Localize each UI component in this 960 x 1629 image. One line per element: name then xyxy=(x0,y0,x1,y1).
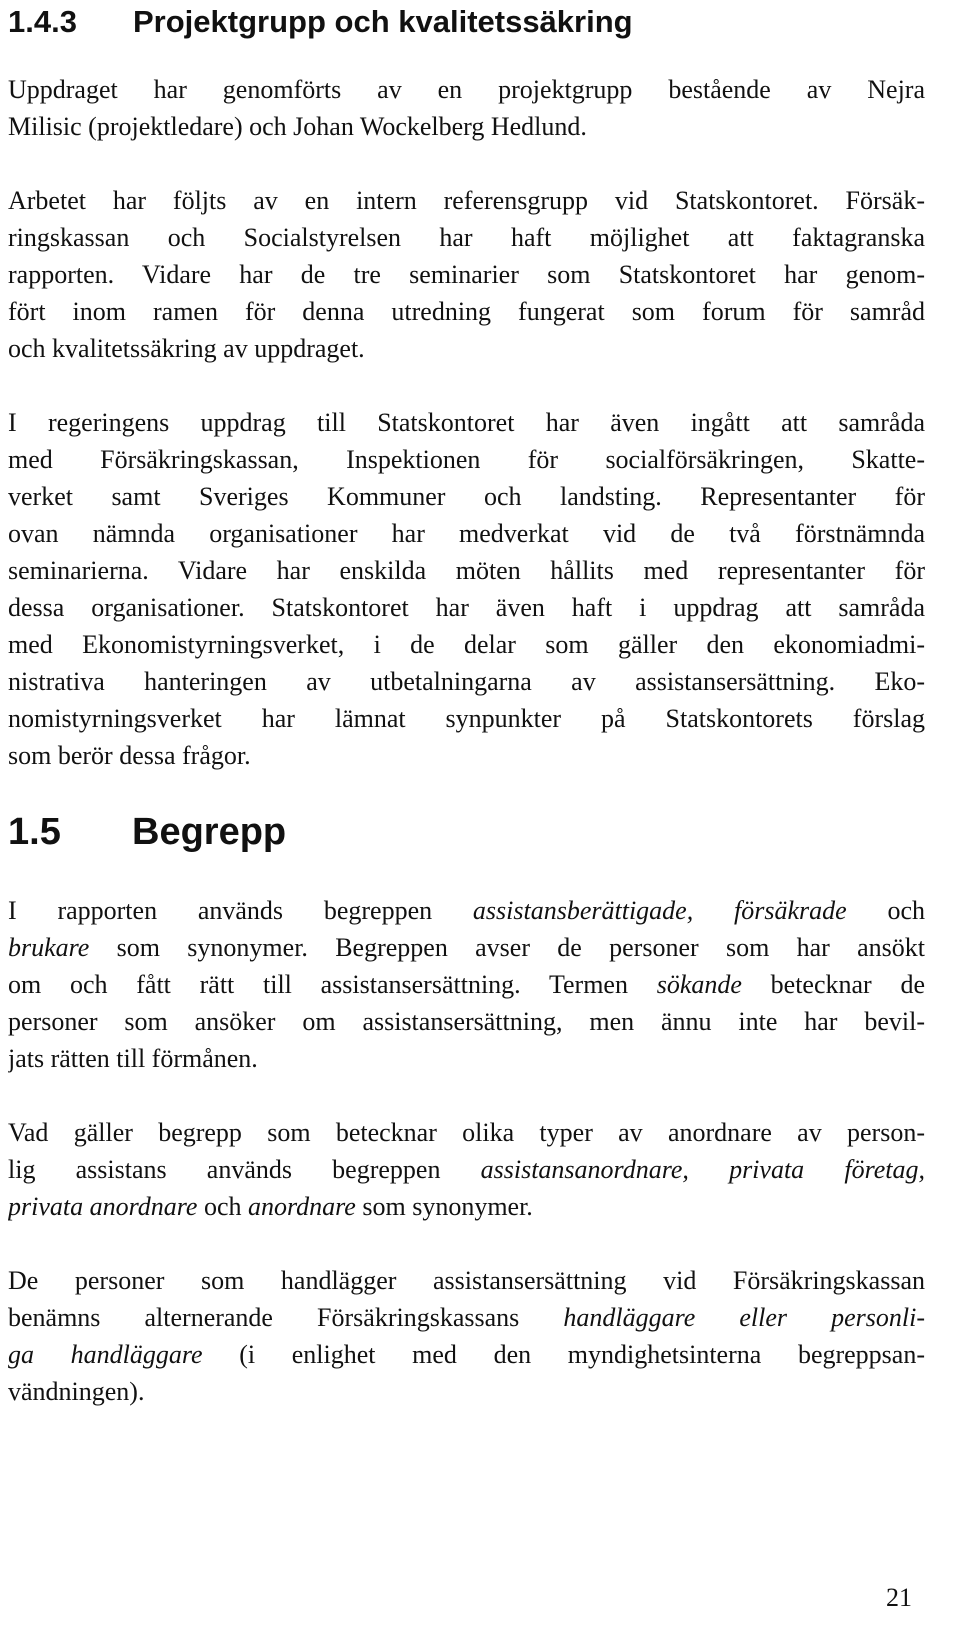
section-heading-1-5 xyxy=(8,810,286,854)
text-line: jats rätten till förmånen. xyxy=(8,1044,258,1073)
text-line: ovan nämnda organisationer har medverkat vid de två förstnämnda xyxy=(8,519,925,548)
text-line: rapporten. Vidare har de tre seminarier som Statskontoret har genom- xyxy=(8,260,925,289)
text-line: brukare som synonymer. Begreppen avser de personer som har ansökt xyxy=(8,933,925,962)
term: sökande xyxy=(656,970,742,999)
section-title: Begrepp xyxy=(132,811,287,853)
text-line: verket samt Sveriges Kommuner och landsting. Representanter för xyxy=(8,482,925,511)
term: handläggare eller personli- xyxy=(563,1303,925,1332)
page-number: 21 xyxy=(886,1583,912,1612)
text-line: dessa organisationer. Statskontoret har även haft i uppdrag att samråda xyxy=(8,593,925,622)
paragraph-definitions-officers xyxy=(8,1262,925,1410)
section-number: 1.4.3 xyxy=(8,4,77,39)
text-line: benämns alternerande Försäkringskassans handläggare eller personli- xyxy=(8,1303,925,1332)
term: assistansberättigade, försäkrade xyxy=(472,896,847,925)
paragraph-definitions-users xyxy=(8,892,925,1077)
text-line: De personer som handlägger assistansersättning vid Försäkringskassan xyxy=(8,1266,925,1295)
text-line: om och fått rätt till assistansersättning. Termen sökande betecknar de xyxy=(8,970,925,999)
text-line: nomistyrningsverket har lämnat synpunkter på Statskontorets förslag xyxy=(8,704,925,733)
text-line: med Ekonomistyrningsverket, i de delar som gäller den ekonomiadmi- xyxy=(8,630,925,659)
text-line: privata anordnare och anordnare som synonymer. xyxy=(8,1192,533,1221)
paragraph-project-group xyxy=(8,71,925,145)
text-line: nistrativa hanteringen av utbetalningarna av assistansersättning. Eko- xyxy=(8,667,925,696)
paragraph-definitions-providers xyxy=(8,1114,925,1225)
text-line: I rapporten används begreppen assistansberättigade, försäkrade och xyxy=(8,896,925,925)
section-heading-1-4-3 xyxy=(8,4,633,40)
term: brukare xyxy=(8,933,90,962)
text-line: fört inom ramen för denna utredning fungerat som forum för samråd xyxy=(8,297,925,326)
text-line: Uppdraget har genomförts av en projektgrupp bestående av Nejra xyxy=(8,75,925,104)
term: assistansanordnare, privata företag, xyxy=(480,1155,925,1184)
term: ga handläggare xyxy=(8,1340,203,1369)
text-line: Arbetet har följts av en intern referensgrupp vid Statskontoret. Försäk- xyxy=(8,186,925,215)
paragraph-consultation xyxy=(8,404,925,774)
text-line: personer som ansöker om assistansersättning, men ännu inte har bevil- xyxy=(8,1007,925,1036)
term: anordnare xyxy=(248,1192,356,1221)
term: privata anordnare xyxy=(8,1192,198,1221)
text-line: som berör dessa frågor. xyxy=(8,741,251,770)
text-line: Vad gäller begrepp som betecknar olika typer av anordnare av person- xyxy=(8,1118,925,1147)
text-line: med Försäkringskassan, Inspektionen för socialförsäkringen, Skatte- xyxy=(8,445,925,474)
text-line: seminarierna. Vidare har enskilda möten hållits med representanter för xyxy=(8,556,925,585)
text-line: I regeringens uppdrag till Statskontoret har även ingått att samråda xyxy=(8,408,925,437)
text-line: Milisic (projektledare) och Johan Wockelberg Hedlund. xyxy=(8,112,587,141)
section-number: 1.5 xyxy=(8,811,61,853)
paragraph-reference-group xyxy=(8,182,925,367)
section-title: Projektgrupp och kvalitetssäkring xyxy=(133,4,633,39)
text-line: ga handläggare (i enlighet med den myndighetsinterna begreppsan- xyxy=(8,1340,925,1369)
text-line: och kvalitetssäkring av uppdraget. xyxy=(8,334,365,363)
text-line: lig assistans används begreppen assistansanordnare, privata företag, xyxy=(8,1155,925,1184)
text-line: ringskassan och Socialstyrelsen har haft möjlighet att faktagranska xyxy=(8,223,925,252)
text-line: vändningen). xyxy=(8,1377,145,1406)
